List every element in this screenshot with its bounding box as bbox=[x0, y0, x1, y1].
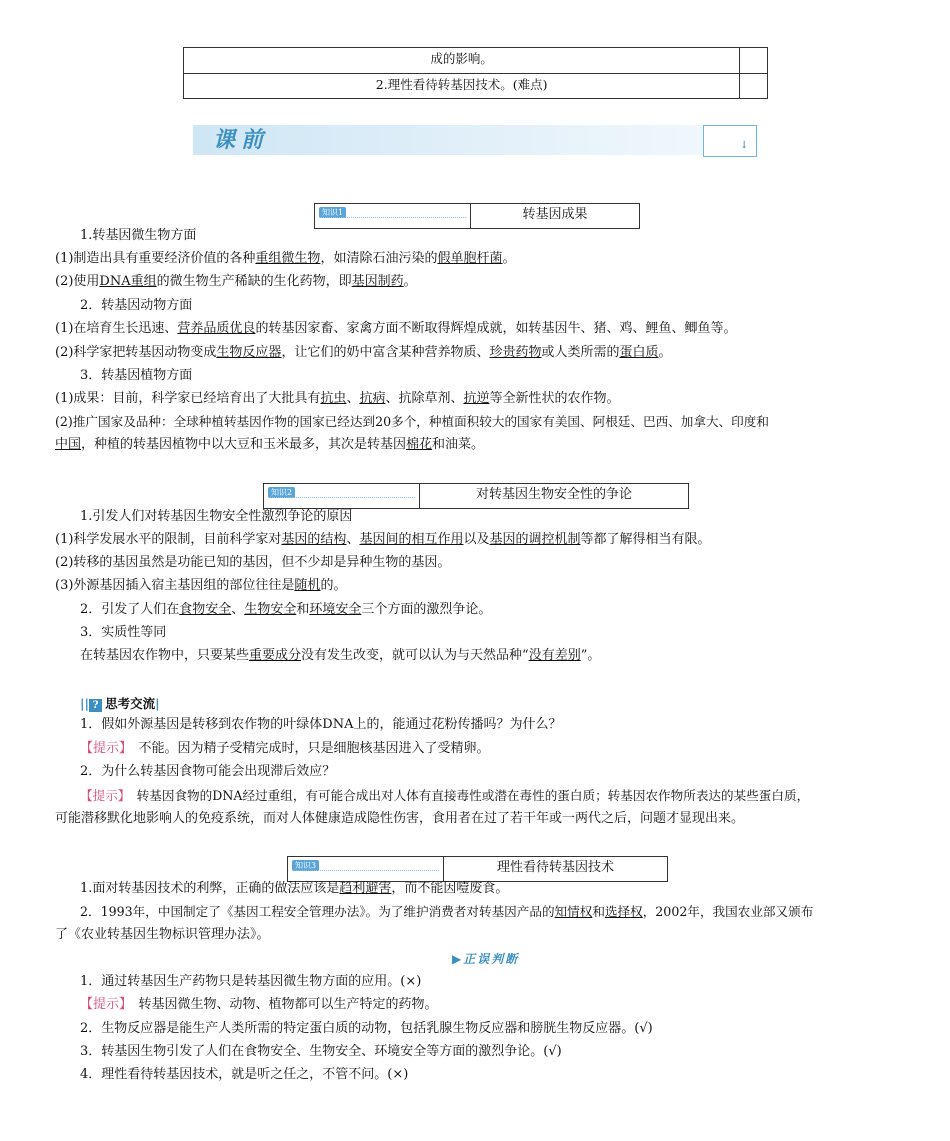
text-line: 1.面对转基因技术的利弊，正确的做法应该是趋利避害，而不能因噎废食。 bbox=[80, 881, 509, 896]
banner-title: 课前 bbox=[213, 127, 270, 153]
text-line: 2．1993年，中国制定了《基因工程安全管理办法》。为了维护消费者对转基因产品的知情权和选择权，2002年，我国农业部又颁布 bbox=[80, 904, 814, 919]
banner-box bbox=[703, 125, 757, 157]
text-line: 2．生物反应器是能生产人类所需的特定蛋白质的动物，包括乳腺生物反应器和膀胱生物反应器。(√) bbox=[80, 1021, 653, 1036]
text-line: (1)在培育生长迅速、营养品质优良的转基因家畜、家禽方面不断取得辉煌成就，如转基因牛、猪、鸡、鲤鱼、鲫鱼等。 bbox=[55, 321, 737, 336]
knowledge-title: 转基因成果 bbox=[470, 204, 639, 228]
text-line: 中国，种植的转基因植物中以大豆和玉米最多，其次是转基因棉花和油菜。 bbox=[55, 437, 485, 452]
knowledge-3-header bbox=[287, 856, 668, 882]
knowledge-1-header bbox=[314, 203, 640, 229]
text-line: 1．假如外源基因是转移到农作物的叶绿体DNA上的，能通过花粉传播吗？为什么？ bbox=[80, 717, 562, 732]
text-line: 2．转基因动物方面 bbox=[80, 298, 193, 313]
text-line: 2．引发了人们在食物安全、生物安全和环境安全三个方面的激烈争论。 bbox=[80, 602, 492, 617]
text-line: 在转基因农作物中，只要某些重要成分没有发生改变，就可以认为与天然品种“没有差别”。 bbox=[80, 648, 601, 663]
objectives-table bbox=[183, 47, 768, 99]
knowledge-2-header bbox=[263, 483, 689, 509]
text-line: (1)科学发展水平的限制，目前科学家对基因的结构、基因间的相互作用以及基因的调控机制等都了解得相当有限。 bbox=[55, 532, 711, 547]
text-line: 【提示】 转基因食物的DNA经过重组，有可能合成出对人体有直接毒性或潜在毒性的蛋白质；转基因农作物所表达的某些蛋白质， bbox=[80, 788, 810, 803]
text-line: (1)成果：目前，科学家已经培育出了大批具有抗虫、抗病、抗除草剂、抗逆等全新性状的农作物。 bbox=[55, 391, 620, 406]
knowledge-tag: 知识1 bbox=[319, 207, 346, 218]
down-arrow-icon: ↓ bbox=[740, 140, 749, 151]
text-line: 3．实质性等同 bbox=[80, 625, 167, 640]
knowledge-tag: 知识2 bbox=[268, 487, 295, 498]
banner-bg bbox=[193, 121, 758, 159]
question-icon: ? bbox=[89, 699, 102, 712]
objective-row-2: 2.理性看待转基因技术。(难点) bbox=[184, 73, 740, 99]
text-line: (3)外源基因插入宿主基因组的部位往往是随机的。 bbox=[55, 578, 347, 593]
text-line: 4．理性看待转基因技术，就是听之任之，不管不问。(×) bbox=[80, 1067, 409, 1082]
text-line: 1.转基因微生物方面 bbox=[80, 228, 197, 243]
text-line: 3．转基因生物引发了人们在食物安全、生物安全、环境安全等方面的激烈争论。(√) bbox=[80, 1044, 562, 1059]
knowledge-title: 理性看待转基因技术 bbox=[443, 857, 667, 881]
knowledge-title: 对转基因生物安全性的争论 bbox=[419, 484, 688, 508]
text-line: 1.引发人们对转基因生物安全性激烈争论的原因 bbox=[80, 509, 353, 524]
text-line: 可能潜移默化地影响人的免疫系统，而对人体健康造成隐性伤害，食用者在过了若干年或一两代之后，问题才显现出来。 bbox=[55, 811, 745, 826]
text-line: 2．为什么转基因食物可能会出现滞后效应？ bbox=[80, 764, 336, 779]
text-line: (2)使用DNA重组的微生物生产稀缺的生化药物，即基因制药。 bbox=[55, 274, 417, 289]
text-line: (1)制造出具有重要经济价值的各种重组微生物，如清除石油污染的假单胞杆菌。 bbox=[55, 251, 516, 266]
section-banner bbox=[193, 121, 758, 159]
text-line: 1．通过转基因生产药物只是转基因微生物方面的应用。(×) bbox=[80, 974, 422, 989]
text-line: 【提示】 不能。因为精子受精完成时，只是细胞核基因进入了受精卵。 bbox=[80, 741, 490, 756]
text-line: (2)转移的基因虽然是功能已知的基因，但不少却是异种生物的基因。 bbox=[55, 555, 451, 570]
text-line: 【提示】 转基因微生物、动物、植物都可以生产特定的药物。 bbox=[80, 997, 438, 1012]
text-line: (2)推广国家及品种：全球种植转基因作物的国家已经达到20多个，种植面积较大的国家有美国、阿根廷、巴西、加拿大、印度和 bbox=[55, 414, 769, 429]
objective-row-1: 成的影响。 bbox=[184, 48, 740, 74]
judge-section-title: ▶正误判断 bbox=[452, 952, 520, 966]
text-line: (2)科学家把转基因动物变成生物反应器，让它们的奶中富含某种营养物质、珍贵药物或人类所需的蛋白质。 bbox=[55, 345, 672, 360]
knowledge-tag: 知识3 bbox=[292, 860, 319, 871]
think-section-title: || ? 思考交流| bbox=[80, 696, 160, 711]
text-line: 了《农业转基因生物标识管理办法》。 bbox=[55, 927, 270, 942]
text-line: 3．转基因植物方面 bbox=[80, 368, 193, 383]
